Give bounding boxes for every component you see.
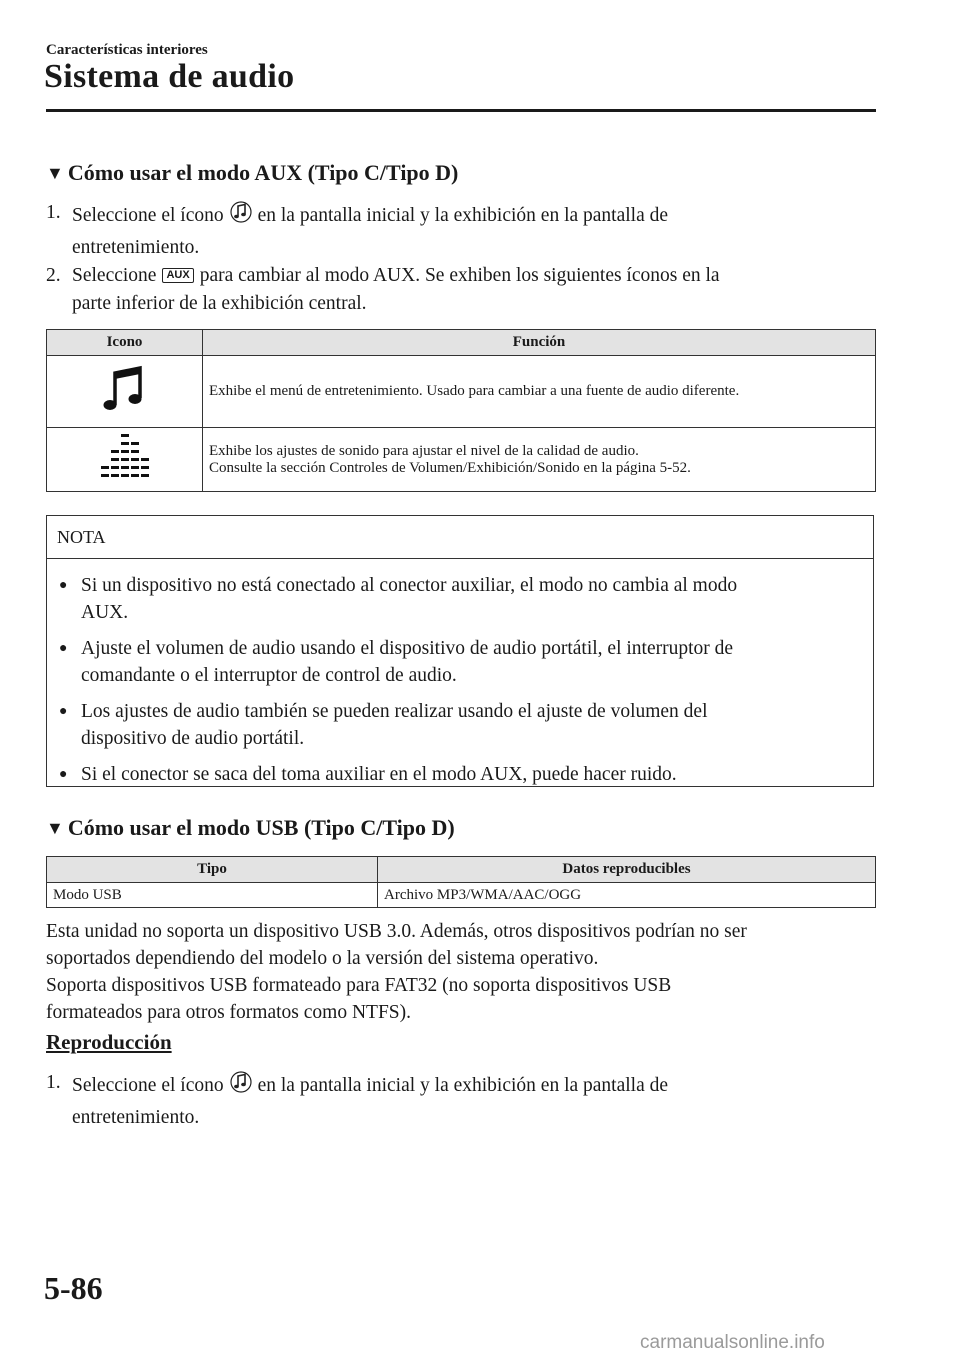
paragraph-line: Soporta dispositivos USB formateado para FAT32 (no soporta dispositivos USB <box>46 975 672 996</box>
nota-box <box>46 515 874 787</box>
usb-step-1 <box>46 1069 876 1132</box>
list-item-text: dispositivo de audio portátil. <box>81 728 305 749</box>
aux-button-icon: AUX <box>162 268 193 283</box>
table-cell-tipo: Modo USB <box>47 883 378 908</box>
music-note-icon <box>100 363 150 420</box>
list-item-text: Si un dispositivo no está conectado al conector auxiliar, el modo no cambia al modo <box>81 575 738 596</box>
step-text: en la pantalla inicial y la exhibición en la pantalla de <box>257 1074 669 1096</box>
step-text: parte inferior de la exhibición central. <box>72 293 367 314</box>
step-text: entretenimiento. <box>72 1107 200 1128</box>
table-cell-datos: Archivo MP3/WMA/AAC/OGG <box>378 883 876 908</box>
bullet-icon: ● <box>59 578 68 593</box>
list-item-text: AUX. <box>81 602 129 623</box>
aux-section-heading <box>46 160 458 186</box>
table-header-icono: Icono <box>47 330 203 356</box>
table-cell-icon <box>47 356 203 428</box>
list-item <box>47 761 873 788</box>
list-item-text: comandante o el interruptor de control de audio. <box>81 665 457 686</box>
table-header-tipo: Tipo <box>47 857 378 883</box>
bullet-icon: ● <box>59 704 68 719</box>
step-text: entretenimiento. <box>72 237 200 258</box>
watermark-text: carmanualsonline.info <box>640 1332 825 1353</box>
page-number: 5-86 <box>44 1270 103 1306</box>
step-text: Seleccione el ícono <box>72 204 224 226</box>
paragraph-line: soportados dependiendo del modelo o la versión del sistema operativo. <box>46 948 599 969</box>
step-text: Seleccione <box>72 265 157 286</box>
aux-step-1 <box>46 199 876 262</box>
step-number: 1. <box>46 202 61 223</box>
function-text: Consulte la sección Controles de Volumen/Exhibición/Sonido en la página 5-52. <box>209 459 691 476</box>
triangle-bullet-icon: ▼ <box>46 818 64 838</box>
usb-paragraph <box>46 918 876 1026</box>
equalizer-icon <box>98 432 152 487</box>
table-cell-function <box>203 356 876 428</box>
usb-heading-text: Cómo usar el modo USB (Tipo C/Tipo D) <box>67 815 455 840</box>
list-item <box>47 572 873 626</box>
list-item-text: Si el conector se saca del toma auxiliar en el modo AUX, puede hacer ruido. <box>81 764 677 785</box>
list-item-text: Los ajustes de audio también se pueden realizar usando el ajuste de volumen del <box>81 701 708 722</box>
nota-list <box>47 559 873 788</box>
bullet-icon: ● <box>59 641 68 656</box>
step-text: en la pantalla inicial y la exhibición en la pantalla de <box>257 204 669 226</box>
reproduccion-heading: Reproducción <box>46 1030 172 1054</box>
step-number: 1. <box>46 1072 61 1093</box>
section-label: Características interiores <box>46 42 208 58</box>
paragraph-line: Esta unidad no soporta un dispositivo USB 3.0. Además, otros dispositivos podrían no ser <box>46 921 747 942</box>
table-row <box>47 356 876 428</box>
step-number: 2. <box>46 265 61 286</box>
table-cell-function <box>203 428 876 492</box>
usb-type-table <box>46 856 876 908</box>
bullet-icon: ● <box>59 767 68 782</box>
table-cell-icon <box>47 428 203 492</box>
list-item <box>47 635 873 689</box>
nota-title: NOTA <box>47 516 873 559</box>
page-title: Sistema de audio <box>44 58 295 95</box>
table-row <box>47 883 876 908</box>
aux-heading-text: Cómo usar el modo AUX (Tipo C/Tipo D) <box>67 160 459 185</box>
aux-icon-table <box>46 329 876 492</box>
function-text: Exhibe el menú de entretenimiento. Usado para cambiar a una fuente de audio diferente. <box>209 383 740 399</box>
music-note-icon <box>230 1069 252 1104</box>
list-item <box>47 698 873 752</box>
table-row <box>47 428 876 492</box>
usb-section-heading <box>46 815 455 841</box>
paragraph-line: formateados para otros formatos como NTFS). <box>46 1002 411 1023</box>
music-note-icon <box>230 199 252 234</box>
title-divider <box>46 109 876 112</box>
step-text: para cambiar al modo AUX. Se exhiben los siguientes íconos en la <box>199 265 720 286</box>
triangle-bullet-icon: ▼ <box>46 163 64 183</box>
aux-step-2 <box>46 262 876 318</box>
list-item-text: Ajuste el volumen de audio usando el dispositivo de audio portátil, el interruptor de <box>81 638 734 659</box>
function-text: Exhibe los ajustes de sonido para ajustar el nivel de la calidad de audio. <box>209 442 639 459</box>
step-text: Seleccione el ícono <box>72 1074 224 1096</box>
table-header-row <box>47 857 876 883</box>
table-header-funcion: Función <box>203 330 876 356</box>
table-header-row <box>47 330 876 356</box>
table-header-datos: Datos reproducibles <box>378 857 876 883</box>
